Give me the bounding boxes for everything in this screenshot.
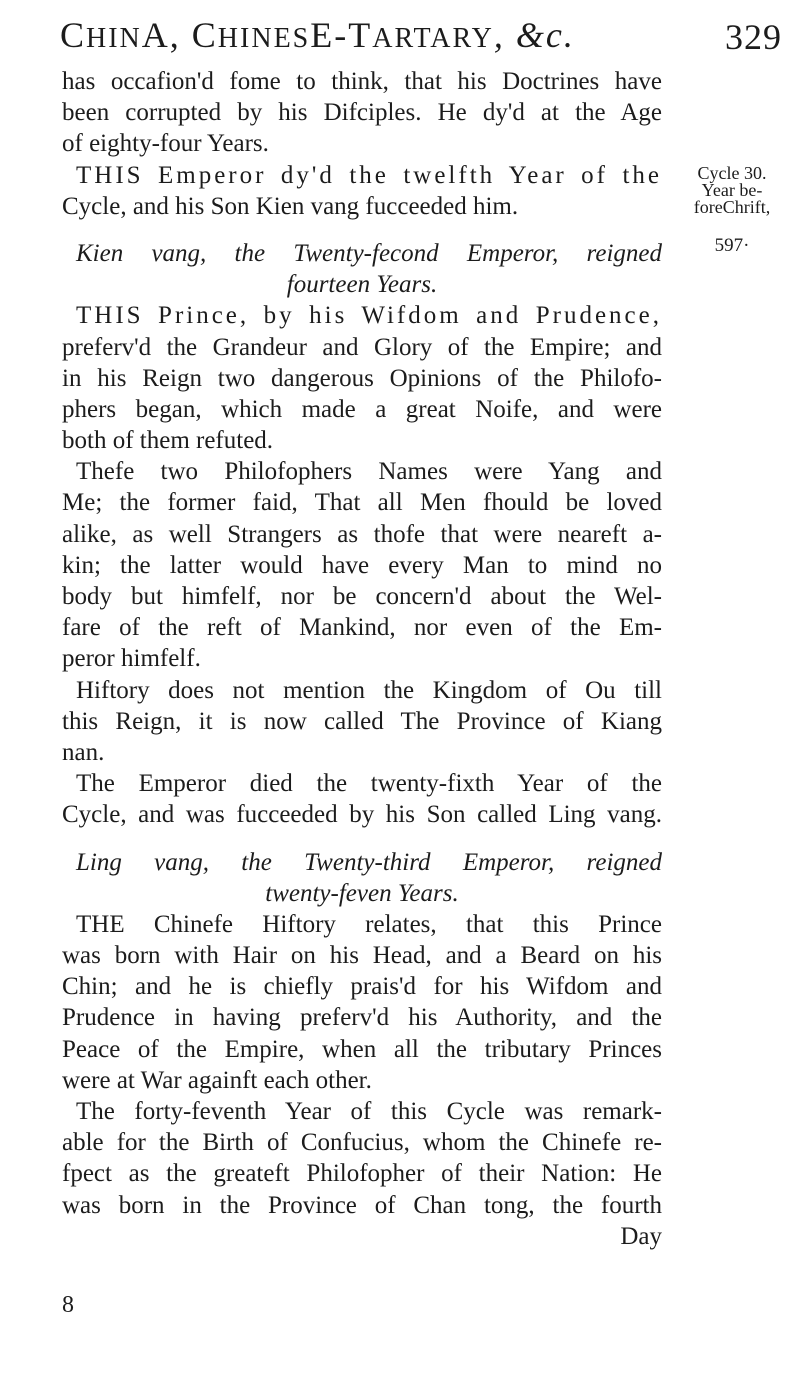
text-line: Peace of the Empire, when all the tributary Princes: [62, 1035, 662, 1063]
text-line: in his Reign two dangerous Opinions of the Philofo-: [62, 364, 662, 392]
text-line: Me; the former faid, That all Men fhould be loved: [62, 489, 662, 517]
text-line: Chin; and he is chiefly prais'd for his Wifdom and: [62, 973, 662, 1001]
text-line: fpect as the greateft Philofopher of their Nation: He: [62, 1160, 662, 1188]
text-line: fare of the reft of Mankind, nor even of the Em-: [62, 614, 662, 642]
text-line: was born with Hair on his Head, and a Beard on his: [62, 942, 662, 970]
text-line: peror himfelf.: [62, 645, 201, 673]
page-header: [60, 14, 782, 68]
text-line: this Reign, it is now called The Province of Kiang: [62, 707, 662, 735]
section-heading: Kien vang, the Twenty-fecond Emperor, reigned: [76, 239, 662, 267]
text-line: Hiftory does not mention the Kingdom of Ou till: [76, 676, 662, 704]
section-heading: twenty-feven Years.: [265, 879, 459, 907]
text-line: THE Chinefe Hiftory relates, that this Prince: [76, 910, 662, 938]
body-text: [62, 66, 662, 1252]
text-line: were at War againft each other.: [62, 1066, 372, 1094]
text-line: body but himfelf, nor be concern'd about the Wel-: [62, 583, 662, 610]
margin-note-year: 597·: [714, 235, 750, 256]
text-line: been corrupted by his Difciples. He dy'd at the Age: [62, 99, 662, 127]
page-number: 329: [725, 17, 782, 57]
text-line: was born in the Province of Chan tong, the fourth: [62, 1191, 662, 1219]
text-line: Prudence in having preferv'd his Authority, and the: [62, 1004, 662, 1032]
running-head: CHINA, CHINESE-TARTARY, &c.: [60, 15, 575, 55]
text-line: preferv'd the Grandeur and Glory of the Empire; and: [62, 333, 662, 361]
text-line: alike, as well Strangers as thofe that were neareft a-: [62, 520, 662, 548]
catchword: Day: [620, 1222, 662, 1250]
text-line: THIS Prince, by his Wifdom and Prudence,: [76, 302, 662, 330]
text-line: kin; the latter would have every Man to mind no: [62, 551, 662, 579]
text-line: Cycle, and his Son Kien vang fucceeded him.: [62, 192, 519, 220]
signature-mark: 8: [62, 1292, 74, 1318]
text-line: phers began, which made a great Noife, and were: [62, 395, 662, 423]
text-line: has occafion'd fome to think, that his Doctrines have: [62, 68, 662, 95]
text-line: nan.: [62, 738, 105, 766]
text-line: Cycle, and was fucceeded by his Son called Ling vang.: [62, 801, 662, 829]
section-heading: Ling vang, the Twenty-third Emperor, reigned: [76, 848, 662, 876]
text-line: of eighty-four Years.: [62, 130, 269, 158]
text-line: both of them refuted.: [62, 427, 274, 455]
section-heading: fourteen Years.: [286, 271, 438, 299]
margin-note-cycle: Cycle 30. Year be- foreChrift,: [693, 163, 771, 217]
text-line: The forty-feventh Year of this Cycle was remark-: [76, 1098, 662, 1125]
text-line: able for the Birth of Confucius, whom the Chinefe re-: [62, 1129, 662, 1157]
text-line: Thefe two Philofophers Names were Yang and: [76, 458, 662, 486]
text-line: THIS Emperor dy'd the twelfth Year of the: [76, 161, 662, 189]
text-line: The Emperor died the twenty-fixth Year of the: [76, 770, 662, 798]
